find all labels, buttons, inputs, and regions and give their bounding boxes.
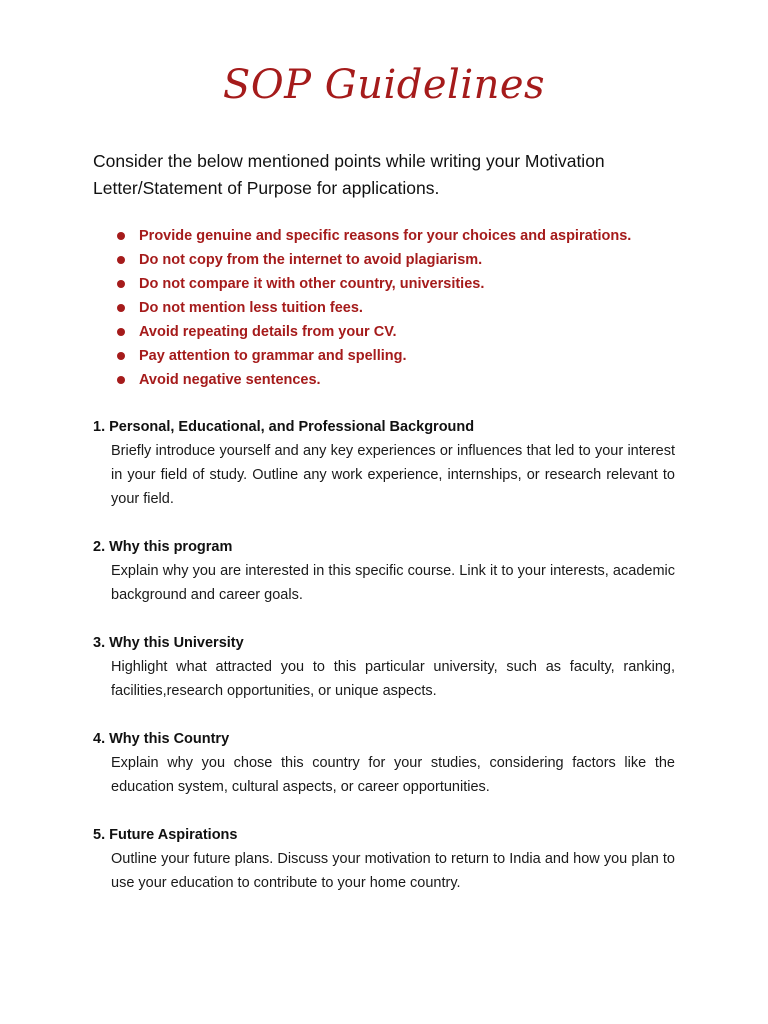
sop-sections — [93, 415, 675, 919]
bullet-dot-icon — [117, 304, 125, 312]
section-heading: 2. Why this program — [93, 539, 233, 555]
bullet-text: Avoid negative sentences. — [139, 372, 321, 388]
list-item — [117, 272, 697, 296]
section-heading: 3. Why this University — [93, 635, 244, 651]
intro-paragraph: Consider the below mentioned points while writing your Motivation Letter/Statement of Purpose for applications. — [93, 151, 605, 198]
bullet-dot-icon — [117, 256, 125, 264]
bullet-text: Do not compare it with other country, universities. — [139, 276, 485, 292]
list-item — [117, 368, 697, 392]
section-program — [93, 535, 675, 607]
list-item — [117, 248, 697, 272]
section-heading: 4. Why this Country — [93, 731, 230, 747]
section-future-aspirations — [93, 823, 675, 895]
bullet-text: Avoid repeating details from your CV. — [139, 324, 397, 340]
section-heading: 5. Future Aspirations — [93, 827, 238, 843]
section-background — [93, 415, 675, 511]
bullet-dot-icon — [117, 328, 125, 336]
list-item — [117, 344, 697, 368]
bullet-text: Pay attention to grammar and spelling. — [139, 348, 407, 364]
section-body: Briefly introduce yourself and any key experiences or influences that led to your interest in your field of study. Outline any work experience, internships, or research relevant to your field. — [111, 443, 675, 507]
list-item — [117, 296, 697, 320]
section-university — [93, 631, 675, 703]
bullet-text: Do not copy from the internet to avoid plagiarism. — [139, 252, 483, 268]
bullet-dot-icon — [117, 232, 125, 240]
list-item — [117, 224, 697, 248]
bullet-dot-icon — [117, 376, 125, 384]
bullet-dot-icon — [117, 280, 125, 288]
section-body: Explain why you chose this country for your studies, considering factors like the education system, cultural aspects, or career opportunities. — [111, 755, 675, 795]
guideline-bullet-list — [117, 224, 697, 392]
section-body: Highlight what attracted you to this particular university, such as faculty, ranking, facilities,research opportunities, or unique aspects. — [111, 659, 675, 699]
page-title: SOP Guidelines — [222, 62, 546, 108]
list-item — [117, 320, 697, 344]
section-body: Outline your future plans. Discuss your motivation to return to India and how you plan to use your education to contribute to your home country. — [111, 851, 675, 891]
bullet-dot-icon — [117, 352, 125, 360]
section-heading: 1. Personal, Educational, and Professional Background — [93, 419, 475, 435]
bullet-text: Provide genuine and specific reasons for your choices and aspirations. — [139, 228, 632, 244]
bullet-text: Do not mention less tuition fees. — [139, 300, 363, 316]
section-country — [93, 727, 675, 799]
section-body: Explain why you are interested in this specific course. Link it to your interests, academic background and career goals. — [111, 563, 675, 603]
